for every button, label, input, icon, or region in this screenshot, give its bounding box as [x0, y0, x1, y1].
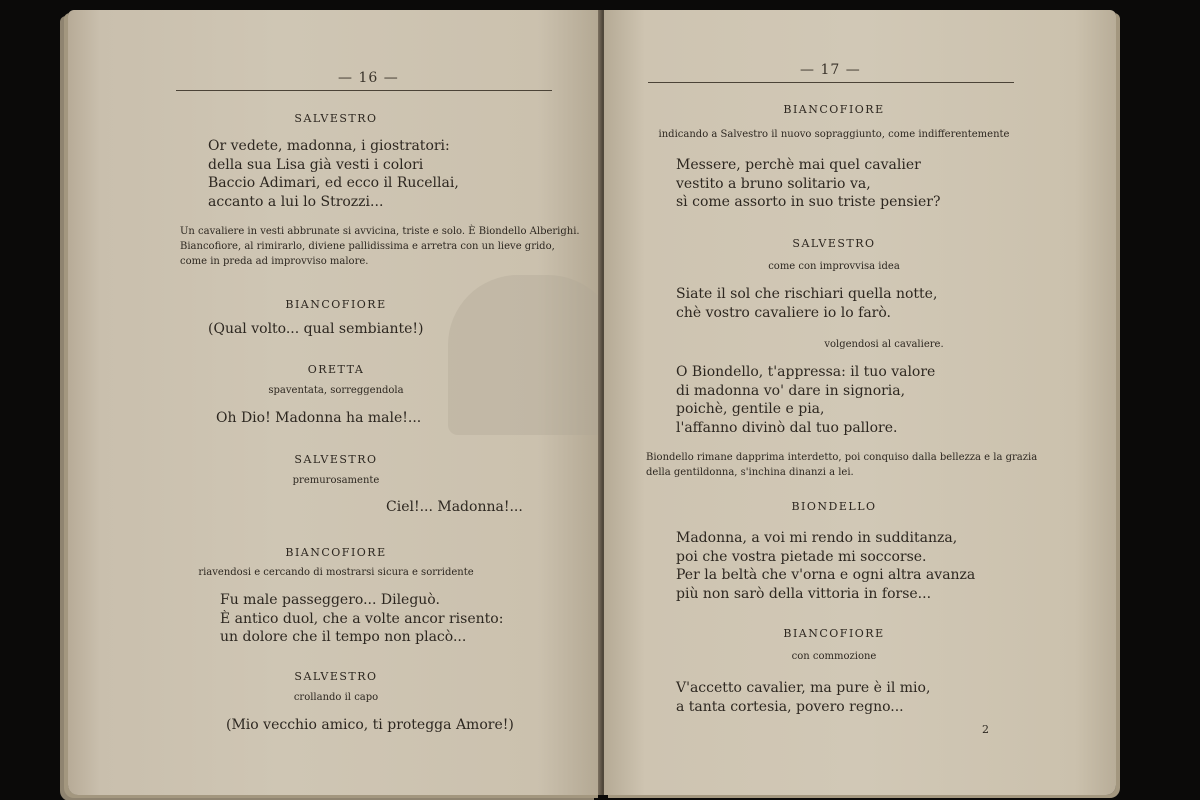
verse: Ciel!... Madonna!...: [386, 499, 523, 515]
verse: Messere, perchè mai quel cavalier vestito a bruno solitario va, sì come assorto in suo triste pensier?: [676, 157, 941, 210]
direction: crollando il capo: [293, 692, 379, 703]
signature-mark: 2: [982, 723, 989, 736]
direction: premurosamente: [292, 475, 380, 486]
speaker-salvestro: SALVESTRO: [792, 237, 876, 250]
verse: V'accetto cavalier, ma pure è il mio, a tanta cortesia, povero regno...: [676, 680, 931, 715]
speaker-salvestro: SALVESTRO: [294, 670, 378, 683]
page-number-16: — 16 —: [338, 70, 399, 86]
speaker-salvestro: SALVESTRO: [294, 112, 378, 125]
stage-direction: Biondello rimane dapprima interdetto, poi conquiso dalla bellezza e la grazia della gentildonna, s'inchina dinanzi a lei.: [646, 452, 1038, 478]
speaker-biondello: BIONDELLO: [791, 500, 877, 513]
speaker-biancofiore: BIANCOFIORE: [783, 103, 885, 116]
verse: Siate il sol che rischiari quella notte, chè vostro cavaliere io lo farò.: [676, 286, 938, 321]
header-rule: [176, 90, 552, 91]
direction: indicando a Salvestro il nuovo sopraggiunto, come indifferentemente: [658, 129, 1010, 140]
open-book: [58, 10, 1126, 795]
verse: Oh Dio! Madonna ha male!...: [216, 410, 422, 426]
direction: con commozione: [791, 651, 877, 662]
left-page: [68, 10, 602, 795]
stage-direction: Un cavaliere in vesti abbrunate si avvicina, triste e solo. È Biondello Alberighi. Biancofiore, al rimirarlo, diviene pallidissima e arretra con un lieve grido, come in preda ad improvviso malore.: [180, 226, 580, 267]
verse: Fu male passeggero... Dileguò. È antico duol, che a volte ancor risento: un dolore che il tempo non placò...: [220, 592, 504, 645]
verse: Madonna, a voi mi rendo in sudditanza, poi che vostra pietade mi soccorse. Per la beltà che v'orna e ogni altra avanza più non sarò della vittoria in forse...: [676, 530, 976, 602]
speaker-biancofiore: BIANCOFIORE: [783, 627, 885, 640]
verse: (Qual volto... qual sembiante!): [208, 321, 424, 337]
page-number-17: — 17 —: [800, 62, 861, 78]
verse: (Mio vecchio amico, ti protegga Amore!): [226, 717, 514, 733]
right-page: [604, 10, 1116, 795]
header-rule: [648, 82, 1014, 83]
speaker-biancofiore: BIANCOFIORE: [285, 298, 387, 311]
verse: O Biondello, t'appressa: il tuo valore di madonna vo' dare in signoria, poichè, gentile e pia, l'affanno divinò dal tuo pallore.: [676, 364, 936, 436]
watermark-logo: [448, 275, 602, 435]
verse: Or vedete, madonna, i giostratori: della sua Lisa già vesti i colori Baccio Adimari, ed ecco il Rucellai, accanto a lui lo Strozzi...: [208, 138, 459, 210]
direction: volgendosi al cavaliere.: [824, 339, 944, 350]
direction: come con improvvisa idea: [768, 261, 900, 272]
direction: spaventata, sorreggendola: [268, 385, 404, 396]
speaker-salvestro: SALVESTRO: [294, 453, 378, 466]
direction: riavendosi e cercando di mostrarsi sicura e sorridente: [198, 567, 474, 578]
speaker-biancofiore: BIANCOFIORE: [285, 546, 387, 559]
speaker-oretta: ORETTA: [307, 363, 365, 376]
